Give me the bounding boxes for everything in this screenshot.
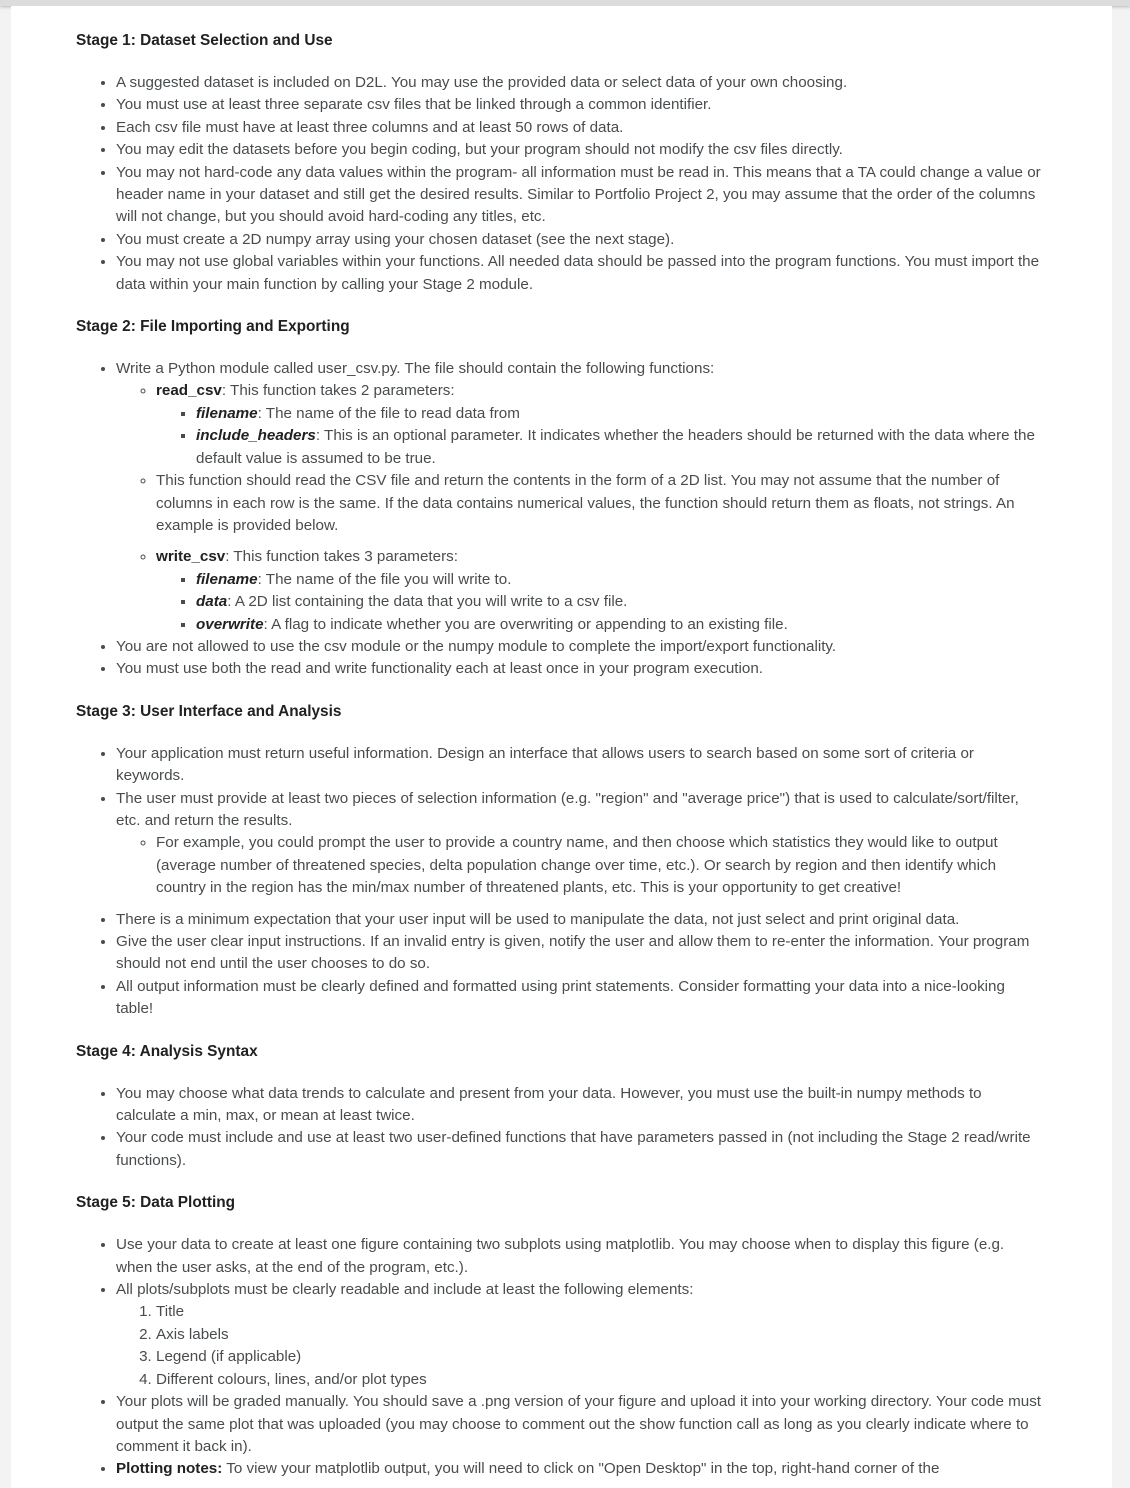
list-item [116, 1458, 1042, 1480]
list-item: • You may not use global variables within your functions. All needed data should be passed into the program functions. You must import the data within your main function by calling your Stage 2 module. [116, 251, 1042, 296]
list-item: • There is a minimum expectation that your user input will be used to manipulate the data, not just select and print original data. [116, 909, 1042, 931]
write-csv-item [156, 546, 1042, 636]
write-csv-params [156, 569, 1042, 636]
param-desc: : A flag to indicate whether you are overwriting or appending to an existing file. [263, 615, 788, 633]
stage-1-section [76, 30, 1042, 296]
numbered-item: 4. Different colours, lines, and/or plot types [156, 1369, 1042, 1391]
stage-5-heading: Stage 5: Data Plotting [76, 1194, 236, 1212]
plotting-notes-text: To view your matplotlib output, you will need to click on "Open Desktop" in the top, right-hand corner of the [222, 1460, 940, 1478]
assignment-content [11, 6, 1112, 1481]
write-csv-name: write_csv [156, 548, 226, 566]
param-name: filename [196, 570, 258, 588]
param-name: filename [196, 404, 258, 422]
list-item: • You must use at least three separate csv files that be linked through a common identifier. [116, 94, 1042, 116]
numbered-item: 3. Legend (if applicable) [156, 1346, 1042, 1368]
list-item: • You may not hard-code any data values within the program- all information must be read in. This means that a TA could change a value or header name in your dataset and still get the desired results. Similar to Portfolio Project 2, you may assume that the order of the columns will not change, but you should avoid hard-coding any titles, etc. [116, 162, 1042, 229]
list-item [116, 1279, 1042, 1391]
list-item [116, 788, 1042, 900]
read-csv-item [156, 380, 1042, 470]
module-intro: Write a Python module called user_csv.py. The file should contain the following functions: [116, 360, 715, 378]
list-item: • You may choose what data trends to calculate and present from your data. However, you must use the built-in numpy methods to calculate a min, max, or mean at least twice. [116, 1083, 1042, 1128]
list-item: • Use your data to create at least one figure containing two subplots using matplotlib. You may choose when to display this figure (e.g. when the user asks, at the end of the program, etc.). [116, 1234, 1042, 1279]
numbered-item: 2. Axis labels [156, 1324, 1042, 1346]
param-item [196, 403, 1042, 425]
example-item: ◦ For example, you could prompt the user to provide a country name, and then choose which statistics they would like to output (average number of threatened species, delta population change over time, etc.). Or search by region and then identify which country in the region has the min/max number of threatened plants, etc. This is your opportunity to get creative! [156, 832, 1042, 899]
stage-4-section [76, 1041, 1042, 1173]
param-item [196, 591, 1042, 613]
plot-elements-list [116, 1301, 1042, 1391]
stage-3-section [76, 701, 1042, 1021]
param-desc: : A 2D list containing the data that you will write to a csv file. [227, 593, 628, 611]
list-item: • All output information must be clearly defined and formatted using print statements. Consider formatting your data into a nice-looking table! [116, 976, 1042, 1021]
stage-2-heading: Stage 2: File Importing and Exporting [76, 318, 350, 336]
param-name: include_headers [196, 427, 316, 445]
stage-2-list [76, 358, 1042, 681]
list-item [116, 358, 1042, 636]
stage-4-heading: Stage 4: Analysis Syntax [76, 1042, 258, 1060]
plotting-notes-label: Plotting notes: [116, 1460, 223, 1478]
stage-1-list [76, 72, 1042, 296]
selection-info-text: The user must provide at least two pieces of selection information (e.g. "region" and "average price") that is used to calculate/sort/filter, etc. and return the results. [116, 789, 1019, 829]
function-list [116, 380, 1042, 635]
plot-requirements-text: All plots/subplots must be clearly readable and include at least the following elements: [116, 1281, 694, 1299]
param-item [196, 614, 1042, 636]
numbered-item: 1. Title [156, 1301, 1042, 1323]
write-csv-desc: : This function takes 3 parameters: [225, 548, 458, 566]
stage-5-list [76, 1234, 1042, 1480]
read-csv-name: read_csv [156, 382, 222, 400]
list-item: • A suggested dataset is included on D2L. You may use the provided data or select data of your own choosing. [116, 72, 1042, 94]
list-item: • You must create a 2D numpy array using your chosen dataset (see the next stage). [116, 229, 1042, 251]
stage-3-list [76, 743, 1042, 1021]
stage-3-heading: Stage 3: User Interface and Analysis [76, 702, 342, 720]
read-csv-note: ◦ This function should read the CSV file and return the contents in the form of a 2D list. You may not assume that the number of columns in each row is the same. If the data contains numerical values, the function should return them as floats, not strings. An example is provided below. [156, 470, 1042, 537]
list-item: • Your code must include and use at least two user-defined functions that have parameters passed in (not including the Stage 2 read/write functions). [116, 1127, 1042, 1172]
read-csv-params [156, 403, 1042, 470]
param-item [196, 425, 1042, 470]
stage-4-list [76, 1083, 1042, 1173]
list-item: • You must use both the read and write functionality each at least once in your program execution. [116, 658, 1042, 680]
list-item: • Give the user clear input instructions. If an invalid entry is given, notify the user and allow them to re-enter the information. Your program should not end until the user chooses to do so. [116, 931, 1042, 976]
stage-3-sublist [116, 832, 1042, 899]
stage-2-section [76, 316, 1042, 681]
list-item: • You may edit the datasets before you begin coding, but your program should not modify the csv files directly. [116, 139, 1042, 161]
stage-5-section [76, 1192, 1042, 1480]
stage-1-heading: Stage 1: Dataset Selection and Use [76, 32, 333, 49]
param-name: overwrite [196, 615, 264, 633]
read-csv-desc: : This function takes 2 parameters: [221, 382, 455, 400]
list-item: • Your plots will be graded manually. You should save a .png version of your figure and upload it into your working directory. Your code must output the same plot that was uploaded (you may choose to comment out the show function call as long as you clearly indicate where to comment it back in). [116, 1391, 1042, 1458]
list-item: • Your application must return useful information. Design an interface that allows users to search based on some sort of criteria or keywords. [116, 743, 1042, 788]
list-item: • You are not allowed to use the csv module or the numpy module to complete the import/export functionality. [116, 636, 1042, 658]
list-item: • Each csv file must have at least three columns and at least 50 rows of data. [116, 117, 1042, 139]
param-desc: : This is an optional parameter. It indicates whether the headers should be returned with the data where the default value is assumed to be true. [196, 427, 1035, 467]
assignment-page [11, 6, 1112, 1488]
param-desc: : The name of the file you will write to. [257, 570, 512, 588]
param-name: data [196, 593, 228, 611]
param-item [196, 569, 1042, 591]
param-desc: : The name of the file to read data from [257, 404, 520, 422]
